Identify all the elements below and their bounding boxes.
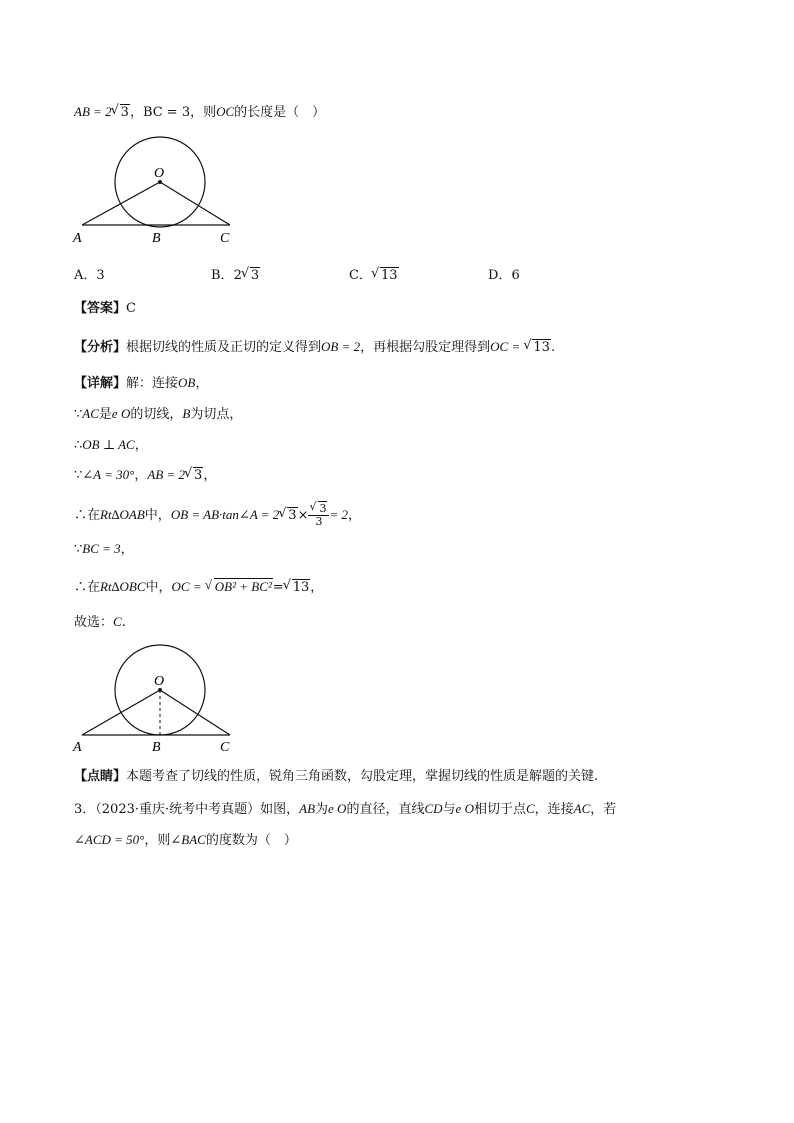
ab-equation: AB = 2 — [74, 104, 112, 119]
circle-symbol: e O — [455, 801, 474, 816]
therefore-symbol: ∴ — [74, 438, 83, 453]
detail-math: AC — [82, 406, 99, 421]
answer-line — [74, 300, 136, 318]
sqrt-3: √ 3 — [185, 467, 203, 485]
therefore-symbol: ∴在 — [74, 580, 101, 595]
sqrt-3: √ 3 — [279, 503, 297, 529]
q3-text: 为 — [315, 802, 329, 817]
detail-math: OB = AB·tan∠A = 2 — [170, 507, 280, 522]
detail-text: ， — [134, 468, 148, 483]
detail-line-1 — [74, 374, 208, 393]
question3-line-1 — [74, 800, 616, 819]
detail-end: . — [121, 615, 126, 630]
angle-a: ∠A = 30° — [82, 467, 135, 482]
option-letter: A． — [74, 268, 97, 283]
q3-text: ，连接 — [534, 802, 574, 817]
label-a: A — [73, 740, 82, 755]
triangle-obc: Rt∆OBC — [100, 579, 146, 594]
detail-text: 为切点， — [190, 407, 243, 422]
analysis-line — [74, 338, 555, 357]
detail-math: = — [272, 580, 284, 595]
detail-end: ， — [203, 468, 217, 483]
detail-text: 中， — [145, 580, 172, 595]
detail-text: 中， — [144, 508, 171, 523]
q3-text: ，若 — [590, 802, 617, 817]
detail-text: 是 — [98, 407, 112, 422]
segment-oc — [160, 690, 230, 735]
detail-end: ， — [195, 376, 209, 391]
detail-math: C — [113, 614, 122, 629]
stem-tail: 的长度是（ ） — [234, 105, 326, 120]
fraction-sqrt3-over-3: √ $\frac{3}{3}$ — [308, 503, 329, 528]
option-radical: √ 3 — [242, 268, 260, 283]
figure-circle-tangent-radius — [70, 643, 240, 758]
segment-oa — [82, 690, 160, 735]
label-o: O — [154, 674, 165, 689]
detail-math: OB — [178, 375, 196, 390]
option-value: 6 — [511, 268, 520, 283]
segment-oc — [160, 182, 230, 225]
sqrt-13: √ 13 — [524, 339, 551, 357]
stem-mid: ，BC = 3，则 — [129, 105, 217, 120]
label-a: A — [73, 231, 82, 246]
oc-equation: OC = — [490, 339, 521, 354]
because-symbol: ∵ — [74, 468, 83, 483]
figure-circle-tangent — [70, 135, 240, 250]
detail-line-3 — [74, 436, 148, 455]
detail-end: ， — [120, 542, 134, 557]
q3-text: 与 — [442, 802, 456, 817]
times-symbol: × — [297, 508, 309, 523]
option-a[interactable] — [74, 264, 105, 283]
detail-line-6 — [74, 540, 134, 559]
q3-text: 相切于点 — [473, 802, 526, 817]
q3-text: ，则 — [144, 833, 171, 848]
option-value: 2 — [233, 268, 242, 283]
detail-end: ， — [310, 580, 324, 595]
analysis-end: . — [550, 340, 556, 355]
analysis-tag: 【分析】 — [74, 340, 127, 355]
q3-math: AC — [573, 801, 591, 816]
analysis-text-1: 根据切线的性质及正切的定义得到 — [126, 340, 322, 355]
detail-line-7 — [74, 578, 323, 597]
angle-acd: ∠ACD = 50° — [74, 832, 145, 847]
label-b: B — [152, 231, 161, 246]
ob-equation: OB = 2 — [321, 339, 361, 354]
angle-bac: ∠BAC — [170, 832, 206, 847]
option-c[interactable] — [349, 264, 399, 283]
question3-line-2 — [74, 831, 297, 850]
detail-math: = 2 — [329, 507, 349, 522]
option-d[interactable] — [488, 264, 520, 283]
sqrt-3: √ 3 — [112, 104, 130, 122]
q3-text: 的度数为（ ） — [205, 833, 297, 848]
option-letter: D． — [488, 268, 512, 283]
q3-math: AB — [299, 801, 316, 816]
detail-text: 故选： — [74, 615, 114, 630]
q3-math: CD — [424, 801, 443, 816]
detail-line-8 — [74, 613, 126, 632]
segment-oa — [82, 182, 160, 225]
label-c: C — [220, 740, 230, 755]
detail-math: BC = 3 — [82, 541, 121, 556]
detail-math: AB = 2 — [147, 467, 186, 482]
sqrt-sum-squares: √ OB² + BC² — [206, 578, 273, 596]
therefore-symbol: ∴在 — [74, 508, 101, 523]
circle-symbol: e O — [111, 406, 131, 421]
triangle-oab: Rt∆OAB — [100, 507, 145, 522]
detail-line-4 — [74, 466, 216, 485]
comment-text: 本题考查了切线的性质，锐角三角函数，勾股定理，掌握切线的性质是解题的关键. — [126, 769, 599, 784]
option-letter: B． — [211, 268, 234, 283]
because-symbol: ∵ — [74, 542, 83, 557]
option-value: 3 — [96, 268, 105, 283]
label-o: O — [154, 166, 165, 181]
because-symbol: ∵ — [74, 407, 83, 422]
label-b: B — [152, 740, 161, 755]
q3-math: C — [525, 801, 535, 816]
q3-text: 3．（2023·重庆·统考中考真题）如图， — [74, 802, 300, 817]
question-stem — [74, 103, 325, 122]
label-c: C — [220, 231, 230, 246]
detail-line-5 — [74, 502, 361, 529]
comment-line — [74, 768, 598, 786]
answer-value: C — [126, 301, 136, 316]
comment-tag: 【点睛】 — [74, 769, 127, 784]
detail-math: B — [182, 406, 191, 421]
oc-label: OC — [216, 104, 235, 119]
option-b[interactable] — [211, 264, 260, 283]
circle-symbol: e O — [328, 801, 347, 816]
detail-end: ， — [348, 508, 362, 523]
option-letter: C． — [349, 268, 372, 283]
detail-end: ， — [134, 438, 148, 453]
detail-tag: 【详解】 — [74, 376, 127, 391]
detail-math: OB ⊥ AC — [82, 437, 135, 452]
detail-text: 的切线， — [130, 407, 183, 422]
analysis-text-2: ，再根据勾股定理得到 — [360, 340, 491, 355]
sqrt-13: √ 13 — [284, 579, 311, 597]
detail-line-2 — [74, 405, 242, 424]
detail-math: OC = — [171, 579, 202, 594]
option-radical: √ 13 — [372, 268, 399, 283]
answer-tag: 【答案】 — [74, 301, 127, 316]
detail-text: 解：连接 — [126, 376, 179, 391]
q3-text: 的直径，直线 — [346, 802, 425, 817]
